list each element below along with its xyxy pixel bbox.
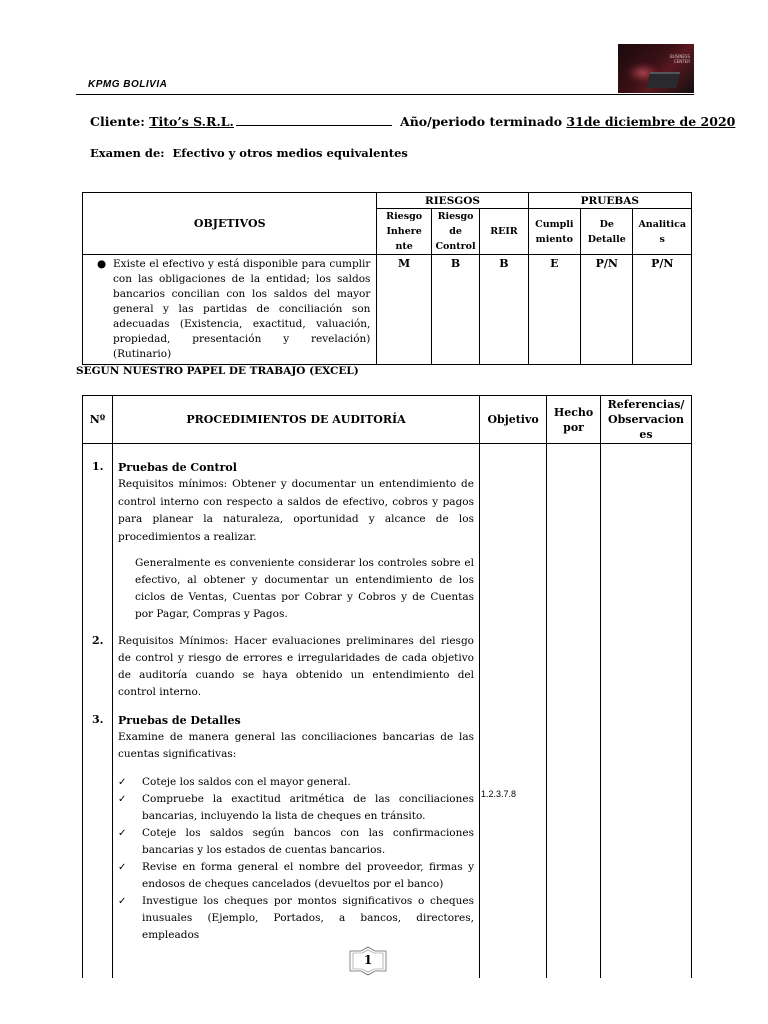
objetivo-header: Objetivo bbox=[480, 396, 547, 444]
client-value: Tito’s S.R.L. bbox=[149, 114, 234, 129]
cumplimiento-value: E bbox=[528, 255, 580, 365]
objective-cell: ● Existe el efectivo y está disponible para cumplir con las obligaciones de la entidad; los saldos bancarios concilian con los saldos del mayor general y las partidas de conciliación son adecuadas (Existencia, exactitud, valuación, propiedad, presentación y revelación) (Rutinario) bbox=[83, 255, 377, 365]
checklist-item: ✓ Coteje los saldos con el mayor general. bbox=[118, 774, 474, 791]
referencias-header: Referencias/ Observacion es bbox=[601, 396, 692, 444]
num-header: Nº bbox=[83, 396, 113, 444]
checklist-item: ✓ Investigue los cheques por montos significativos o cheques inusuales (Ejemplo, Portados, a bancos, directores, empleados bbox=[118, 895, 474, 941]
pruebas-header: PRUEBAS bbox=[528, 193, 691, 209]
detalle-header: De Detalle bbox=[581, 209, 633, 255]
period-label: Año/periodo terminado bbox=[400, 114, 563, 129]
detalle-value: P/N bbox=[581, 255, 633, 365]
riesgo-inherente-header: Riesgo Inhere nte bbox=[377, 209, 431, 255]
analiticas-header: Analitica s bbox=[633, 209, 692, 255]
checklist-item: ✓ Coteje los saldos según bancos con las confirmaciones bancarias y los estados de cuentas bancarios. bbox=[118, 827, 474, 856]
item-1-block bbox=[118, 459, 474, 546]
company-header: KPMG BOLIVIA bbox=[88, 79, 168, 90]
page-number-ornament bbox=[348, 946, 388, 976]
procedimientos-header: PROCEDIMIENTOS DE AUDITORÍA bbox=[112, 396, 479, 444]
item-1-note: Generalmente es conveniente considerar los controles sobre el efectivo, al obtener y documentar un entendimiento de los ciclos de Ventas, Cuentas por Cobrar y Cobros y de Cuentas por Pagar, Compras y Pagos. bbox=[135, 557, 474, 620]
cumplimiento-header: Cumpli miento bbox=[528, 209, 580, 255]
checkmark-icon: ✓ bbox=[118, 794, 127, 805]
reir-header: REIR bbox=[480, 209, 528, 255]
item-3-number: 3. bbox=[92, 713, 104, 726]
period-line bbox=[400, 114, 735, 129]
exam-value: Efectivo y otros medios equivalentes bbox=[172, 146, 408, 160]
item-1-number: 1. bbox=[92, 460, 104, 473]
riesgo-control-header: Riesgo de Control bbox=[431, 209, 479, 255]
item-3-title: Pruebas de Detalles bbox=[118, 714, 241, 727]
objetivos-header: OBJETIVOS bbox=[83, 193, 377, 255]
risk-table bbox=[82, 192, 692, 365]
analiticas-value: P/N bbox=[633, 255, 692, 365]
checkmark-icon: ✓ bbox=[118, 862, 127, 873]
client-label: Cliente: bbox=[90, 114, 145, 129]
header-divider bbox=[76, 94, 694, 95]
objective-reference: 1.2.3.7.8 bbox=[481, 789, 517, 799]
checklist-item: ✓ Compruebe la exactitud aritmética de las conciliaciones bancarias, incluyendo la lista de cheques en tránsito. bbox=[118, 793, 474, 822]
item-1-title: Pruebas de Control bbox=[118, 461, 237, 474]
checklist-item: ✓ Revise en forma general el nombre del proveedor, firmas y endosos de cheques cancelados (devueltos por el banco) bbox=[118, 861, 474, 890]
objective-text: Existe el efectivo y está disponible para cumplir con las obligaciones de la entidad; los saldos bancarios concilian con los saldos del mayor general y las partidas de conciliación son adecuadas (Existencia, exactitud, valuación, propiedad, presentación y revelación) (Rutinario) bbox=[113, 258, 371, 360]
item-2-number: 2. bbox=[92, 634, 104, 647]
reir-value: B bbox=[480, 255, 528, 365]
hecho-por-header: Hecho por bbox=[547, 396, 601, 444]
checkmark-icon: ✓ bbox=[118, 896, 127, 907]
item-1-text: Requisitos mínimos: Obtener y documentar un entendimiento de control interno con respecto a saldos de efectivo, cobros y pagos para planear la naturaleza, oportunidad y alcance de los procedimientos a realizar. bbox=[118, 478, 474, 543]
checkmark-icon: ✓ bbox=[118, 777, 127, 788]
exam-label: Examen de: bbox=[90, 146, 165, 160]
item-3-text: Examine de manera general las conciliaciones bancarias de las cuentas significativas: bbox=[118, 731, 474, 760]
page-number: 1 bbox=[363, 953, 373, 967]
checkmark-icon: ✓ bbox=[118, 828, 127, 839]
header-logo-image: BUSINESS CENTER bbox=[618, 44, 694, 93]
item-3-block bbox=[118, 712, 474, 763]
client-line bbox=[90, 114, 392, 129]
period-value: 31de diciembre de 2020 bbox=[566, 114, 736, 129]
riesgos-header: RIESGOS bbox=[377, 193, 528, 209]
item-2-text: Requisitos Mínimos: Hacer evaluaciones preliminares del riesgo de control y riesgo de errores e irregularidades de cada objetivo de auditoría cuando se haya obtenido un entendimiento del control interno. bbox=[118, 635, 474, 698]
excel-note: SEGÚN NUESTRO PAPEL DE TRABAJO (EXCEL) bbox=[76, 365, 359, 377]
riesgo-control-value: B bbox=[431, 255, 479, 365]
exam-line bbox=[90, 146, 408, 160]
riesgo-inherente-value: M bbox=[377, 255, 431, 365]
